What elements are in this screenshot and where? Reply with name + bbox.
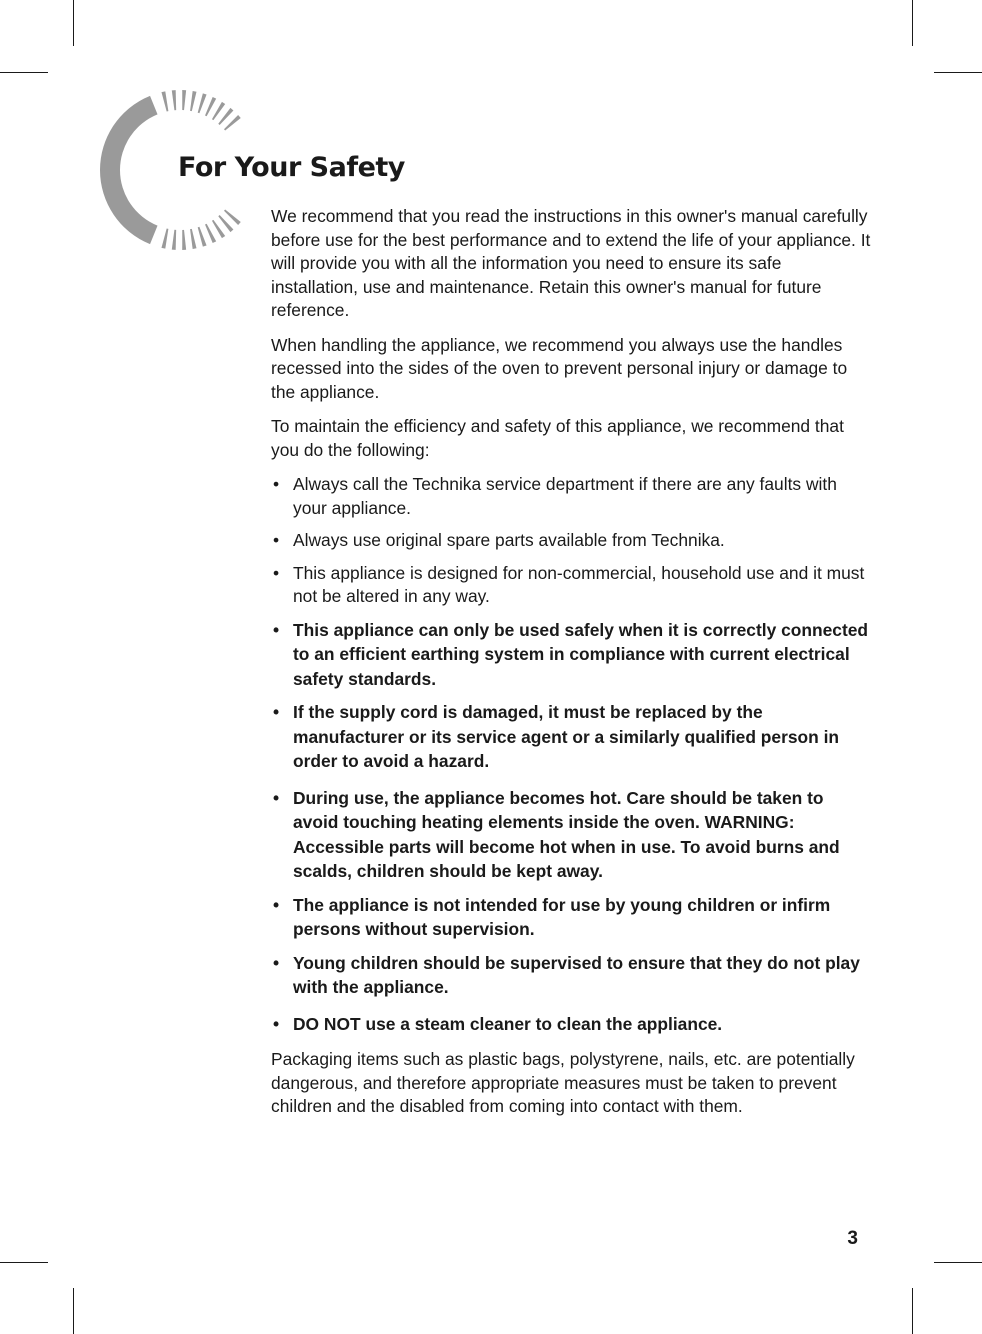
closing-paragraph: Packaging items such as plastic bags, polystyrene, nails, etc. are potentially dangerous, and therefore appropriate measures must be taken to prevent children and the disabled from coming into contact with them.: [271, 1049, 855, 1116]
logo-ray: [205, 224, 216, 243]
list-item: • The appliance is not intended for use by young children or infirm persons without supervision.: [271, 893, 871, 942]
crop-mark-top-right-h: [934, 72, 982, 73]
page-title: For Your Safety: [178, 152, 405, 183]
logo-ray: [190, 91, 196, 111]
intro-paragraph-2: When handling the appliance, we recommend you always use the handles recessed into the sides of the oven to prevent personal injury or damage to the appliance.: [271, 334, 848, 402]
intro-paragraph-3: To maintain the efficiency and safety of this appliance, we recommend that you do the following:: [271, 416, 844, 460]
main-content: [271, 205, 871, 1130]
crop-mark-top-right: [912, 0, 913, 46]
list-item: • Always use original spare parts available from Technika.: [271, 529, 871, 553]
crop-mark-bottom-right-h: [934, 1262, 982, 1263]
list-item: • This appliance is designed for non-commercial, household use and it must not be altered in any way.: [271, 562, 871, 609]
logo-ray: [182, 90, 186, 110]
list-item: • DO NOT use a steam cleaner to clean the appliance.: [271, 1012, 871, 1037]
list-item: • Always call the Technika service department if there are any faults with your appliance.: [271, 473, 871, 520]
intro-paragraph-1: We recommend that you read the instructions in this owner's manual carefully before use for the best performance and to extend the life of your appliance. It will provide you with all the information you need to ensure its safe installation, use and maintenance. Retain this owner's manual for future reference.: [271, 206, 871, 320]
logo-ray: [205, 97, 216, 116]
crop-mark-bottom-left-h: [0, 1262, 48, 1263]
crop-mark-bottom-left: [73, 1288, 74, 1334]
logo-ray: [198, 93, 207, 113]
logo-ray: [161, 228, 168, 248]
crop-mark-bottom-right: [912, 1288, 913, 1334]
logo-ray: [198, 227, 207, 247]
safety-list: [271, 473, 871, 1036]
crop-mark-top-left: [73, 0, 74, 46]
logo-ray: [161, 91, 168, 111]
logo-ray: [182, 230, 186, 250]
list-item: • This appliance can only be used safely when it is correctly connected to an efficient earthing system in compliance with current electrical safety standards.: [271, 618, 871, 692]
crop-mark-top-left-h: [0, 72, 48, 73]
list-item: • If the supply cord is damaged, it must be replaced by the manufacturer or its service agent or a similarly qualified person in order to avoid a hazard.: [271, 700, 871, 774]
list-item: • During use, the appliance becomes hot. Care should be taken to avoid touching heating elements inside the oven. WARNING: Accessible parts will become hot when in use. To avoid burns and scalds, children should be kept away.: [271, 786, 871, 884]
page-number: 3: [847, 1228, 858, 1249]
list-item: • Young children should be supervised to ensure that they do not play with the appliance.: [271, 951, 871, 1000]
logo-ray: [172, 230, 176, 250]
logo-ray: [190, 229, 196, 249]
logo-c-arc: [100, 96, 158, 244]
logo-ray: [172, 90, 176, 110]
